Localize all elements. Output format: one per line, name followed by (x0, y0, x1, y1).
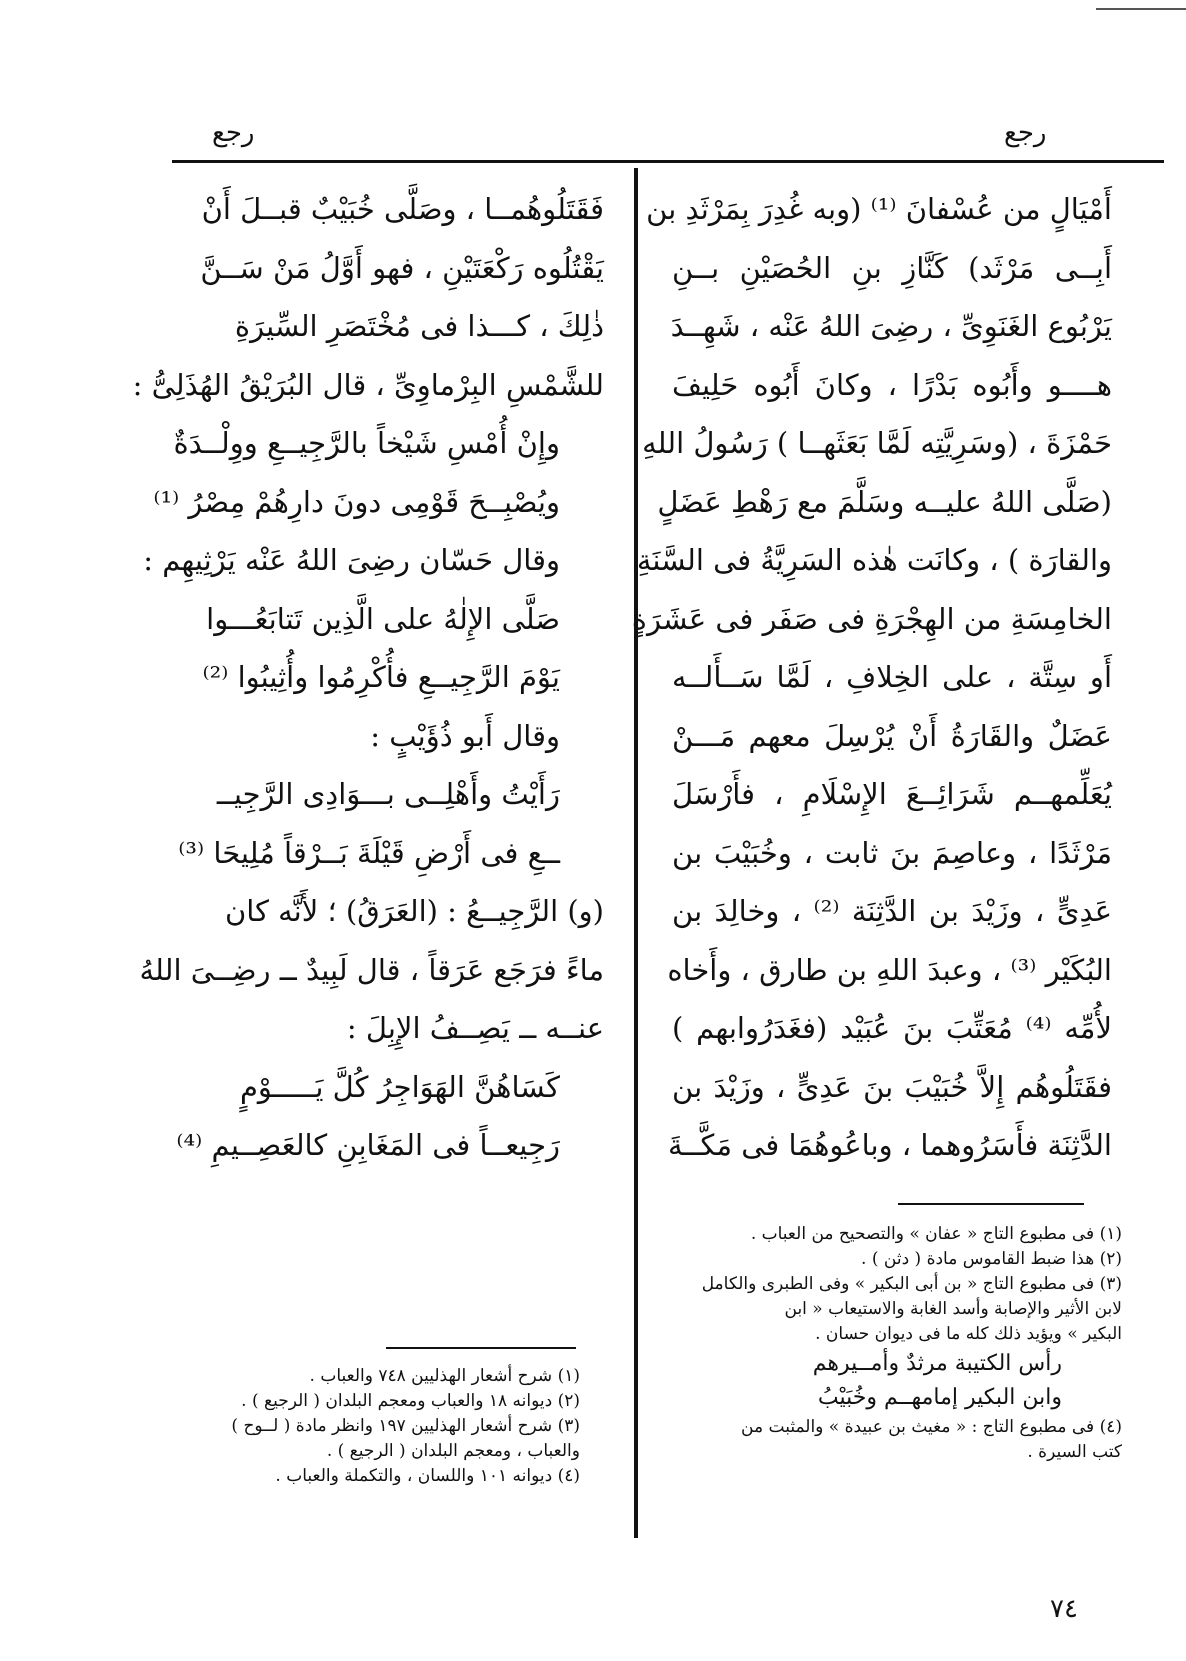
text-line: فَقَتَلُوهُمــا ، وصَلَّى خُبَيْبٌ قبــلَ أَنْ (201, 192, 604, 226)
text-line: أَمْيَالٍ من عُسْفانَ ⁽¹⁾ (وبه غُدِرَ بِمَرْثَدِ بن (646, 192, 1112, 226)
text-line: عَدِىٍّ ، وزَيْدَ بن الدَّثِنَة ⁽²⁾ ، وخالِدَ بن (672, 894, 1113, 928)
text-line: للشَّمْسِ البِرْماوِىِّ ، قال البُرَيْقُ الهُذَلِىُّ : (132, 367, 604, 402)
footnote-line: (١) فى مطبوع التاج « عفان » والتصحيح من العباب . (750, 1224, 1122, 1244)
footnote-line: (٣) فى مطبوع التاج « بن أبى البكير » وفى الطبرى والكامل (701, 1274, 1122, 1294)
text-line: يَرْبُوع الغَنَوِىِّ ، رضِىَ اللهُ عَنْه ، شَهِــدَ (670, 309, 1112, 343)
verse-line: وإِنْ أُمْسِ شَيْخاً بالرَّجِيــعِ ووِلْــدَةٌ (173, 426, 560, 460)
text-line: حَمْزَةَ ، (وسَرِيَّتِه لَمَّا بَعَثَهــا ) رَسُولُ اللهِ (642, 426, 1112, 460)
footnote-line: كتب السيرة . (1027, 1442, 1122, 1462)
right-column (631, 180, 1113, 1175)
text-line: ذٰلِكَ ، كـــذا فى مُخْتَصَرِ السِّيرَةِ (234, 309, 604, 343)
footnote-line: (٤) فى مطبوع التاج : « مغيث بن عبيدة » والمثبت من (741, 1417, 1122, 1437)
verse-line: وقال حَسّان رضِىَ اللهُ عَنْه يَرْثِيهِم : (143, 543, 560, 577)
verse-line: يَوْمَ الرَّجِيــعِ فأُكْرِمُوا وأُثِيبُوا ⁽²⁾ (202, 660, 560, 694)
left-footnotes (231, 1364, 580, 1489)
verse-line: رَجِيعــاً فى المَغَابِنِ كالعَصِــيمِ ⁽⁴⁾ (176, 1128, 560, 1162)
text-line: الدَّثِنَة فأَسَرُوهما ، وباعُوهُمَا فى مَكَّــةَ (667, 1128, 1112, 1162)
text-line: الخامِسَةِ من الهِجْرَةِ فى صَفَر فى عَشَرَةٍ (631, 601, 1112, 636)
left-footnote-rule (386, 1347, 576, 1349)
verse-line: وقال أَبو ذُؤَيْبٍ : (370, 718, 560, 753)
footnote-line: (٣) شرح أشعار الهذليين ١٩٧ وانظر مادة ( لــوح ) (231, 1416, 580, 1436)
text-line: (صَلَّى اللهُ عليــه وسَلَّمَ مع رَهْطِ عَضَلٍ (657, 484, 1112, 519)
text-line: يَقْتُلُوه رَكْعَتَيْنِ ، فهو أَوَّلُ مَنْ سَــنَّ (200, 250, 604, 285)
footnote-verse-line: رأس الكتيبة مرثدٌ وأمــيرهم (812, 1351, 1062, 1376)
verse-line: صَلَّى الإِلٰهُ على الَّذِين تَتابَعُـــوا (206, 601, 560, 636)
corner-mark (1096, 8, 1186, 10)
text-line: البُكَيْر ⁽³⁾ ، وعبدَ اللهِ بن طارق ، وأَخاه (667, 952, 1112, 987)
text-line: فقَتَلُوهُم إِلاَّ خُبَيْبَ بنَ عَدِىٍّ ، وزَيْدَ بن (672, 1069, 1112, 1104)
text-line: ماءً فرَجَع عَرَقاً ، قال لَبِيدٌ ــ رضِــىَ اللهُ (139, 952, 604, 987)
footnote-line: (٤) ديوانه ١٠١ واللسان ، والتكملة والعباب . (275, 1466, 580, 1486)
right-footnote-rule (898, 1203, 1084, 1205)
text-line: عَضَلٌ والقَارَةُ أَنْ يُرْسِلَ معهم مَـــنْ (672, 718, 1112, 753)
footnote-line: لابن الأثير والإصابة وأسد الغابة والاستيعاب « ابن (784, 1299, 1122, 1319)
text-line: هــــو وأَبُوه بَدْرًا ، وكانَ أَبُوه حَلِيفَ (672, 367, 1112, 402)
text-line: لأُمِّه ⁽⁴⁾ مُعَتِّبَ بنَ عُبَيْد (فغَدَرُوابهم ) (672, 1011, 1112, 1045)
footnote-line: والعباب ، ومعجم البلدان ( الرجيع ) . (326, 1441, 580, 1461)
text-line: أَبِــى مَرْثَد) كَنَّازِ بنِ الحُصَيْنِ بــنِ (672, 250, 1112, 285)
column-divider (634, 168, 638, 1538)
text-line: والقارَة ) ، وكانَت هٰذه السَرِيَّةُ فى السَّنَةِ (636, 543, 1112, 577)
footnote-line: البكير » ويؤيد ذلك كله ما فى ديوان حسان . (815, 1324, 1122, 1344)
text-line: يُعَلِّمهــم شَرَائِــعَ الإِسْلَامِ ، فأَرْسَلَ (672, 777, 1112, 811)
right-footnotes (672, 1222, 1122, 1465)
footnote-verse-line: وابن البكير إمامهــم وخُبَيْبُ (817, 1385, 1062, 1410)
verse-line: ويُصْبِــحَ قَوْمِى دونَ دارِهُمْ مِصْرُ ⁽¹⁾ (153, 484, 560, 519)
verse-line: رَأَيْتُ وأَهْلِــى بـــوَادِى الرَّجِيــ (216, 777, 560, 811)
header-rule (172, 160, 1164, 163)
text-line: عنــه ــ يَصِــفُ الإِبِلَ : (346, 1011, 604, 1045)
footnote-line: (١) شرح أشعار الهذليين ٧٤٨ والعباب . (309, 1366, 580, 1386)
text-line: مَرْثَدًا ، وعاصِمَ بنَ ثابت ، وخُبَيْبَ بن (672, 835, 1112, 870)
verse-line: ــعِ فى أَرْضِ قَيْلَةَ بَــرْقاً مُلِيحَا ⁽³⁾ (178, 835, 560, 870)
footnote-line: (٢) ديوانه ١٨ والعباب ومعجم البلدان ( الرجيع ) . (241, 1391, 580, 1411)
text-line: (و) الرَّجِيــعُ : (العَرَقُ) ؛ لأَنَّه كان (224, 894, 604, 928)
right-running-header: رجع (1004, 118, 1047, 148)
footnote-line: (٢) هذا ضبط القاموس مادة ( دثن ) . (861, 1249, 1122, 1269)
text-line: أَو سِتَّة ، على الخِلافِ ، لَمَّا سَــأَلــه (672, 660, 1112, 694)
page-number: ٧٤ (1050, 1594, 1078, 1624)
left-column (132, 180, 604, 1175)
verse-line: كَسَاهُنَّ الهَوَاجِرُ كُلَّ يَـــــوْمٍ (239, 1069, 560, 1104)
left-running-header: رجع (212, 118, 255, 148)
